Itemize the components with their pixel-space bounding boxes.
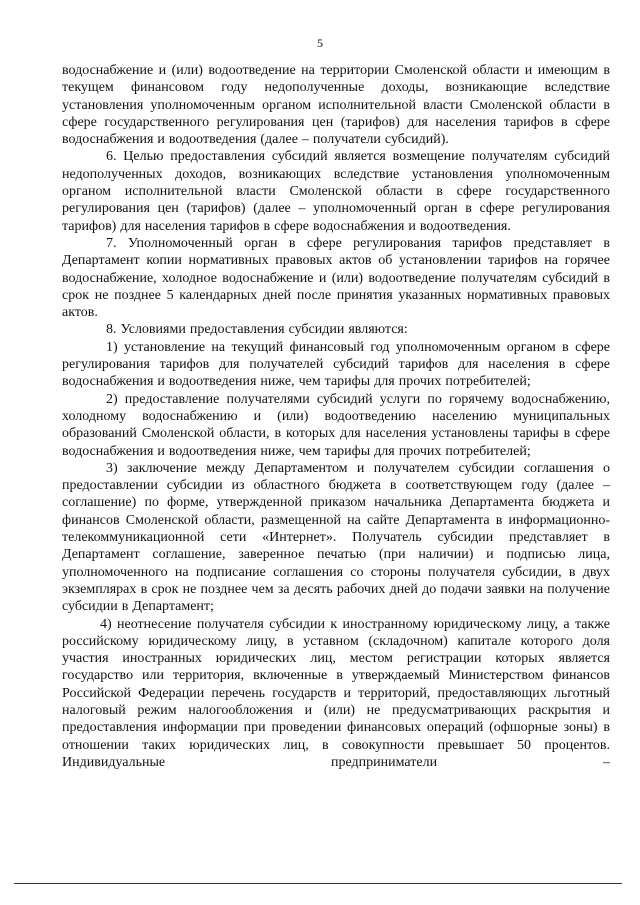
condition-3: 3) заключение между Департаментом и получателем субсидии соглашения о предоставлении субсидии из областного бюджета в соответствующем году (далее – соглашение) по форме, утвержденной приказом начальника Департамента бюджета и финансов Смоленской области, размещенной на сайте Департамента в информационно-телекоммуникационной сети «Интернет». Получатель субсидии представляет в Департамент соглашение, заверенное печатью (при наличии) и подписью лица, уполномоченного на подписание соглашения со стороны получателя субсидии, в двух экземплярах в срок не позднее чем за десять рабочих дней до подачи заявки на получение субсидии в Департамент; <box>62 460 610 615</box>
condition-1: 1) установление на текущий финансовый год уполномоченным органом в сфере регулирования тарифов для получателей субсидий тарифов для населения в сфере водоснабжения и водоотведения ниже, чем тарифы для прочих потребителей; <box>62 339 610 390</box>
paragraph-7: 7. Уполномоченный орган в сфере регулирования тарифов представляет в Департамент копии нормативных правовых актов об установлении тарифов на горячее водоснабжение, холодное водоснабжение и (или) водоотведение получателям субсидий в срок не позднее 5 календарных дней после принятия указанных нормативных правовых актов. <box>62 235 610 321</box>
bottom-divider <box>14 883 622 884</box>
document-body <box>62 62 610 771</box>
condition-4: 4) неотнесение получателя субсидии к иностранному юридическому лицу, а также российскому юридическому лицу, в уставном (складочном) капитале которого доля участия иностранных юридических лиц, местом регистрации которых является государство или территория, включенные в утверждаемый Министерством финансов Российской Федерации перечень государств и территорий, предоставляющих льготный налоговый режим налогообложения и (или) не предусматривающих раскрытия и предоставления информации при проведении финансовых операций (офшорные зоны) в отношении таких юридических лиц, в совокупности превышает 50 процентов. Индивидуальные предприниматели – <box>62 616 610 770</box>
paragraph-6: 6. Целью предоставления субсидий является возмещение получателям субсидий недополученных доходов, возникающих вследствие установления уполномоченным органом исполнительной власти Смоленской области в сфере государственного регулирования цен (тарифов) (далее – уполномоченный орган в сфере регулирования тарифов) для населения тарифов в сфере водоснабжения и водоотведения. <box>62 149 610 234</box>
condition-2: 2) предоставление получателями субсидий услуги по горячему водоснабжению, холодному водоснабжению и (или) водоотведению населению муниципальных образований Смоленской области, в которых для населения установлены тарифы в сфере водоснабжения и водоотведения ниже, чем тарифы для прочих потребителей; <box>62 391 610 459</box>
paragraph-continuation: водоснабжение и (или) водоотведение на территории Смоленской области и имеющим в текущем финансовом году недополученные доходы, возникающие вследствие установления уполномоченным органом исполнительной власти Смоленской области в сфере государственного регулирования цен (тарифов) для населения тарифов в сфере водоснабжения и водоотведения (далее – получатели субсидий). <box>62 63 610 148</box>
paragraph-8: 8. Условиями предоставления субсидии являются: <box>106 322 408 338</box>
page-number: 5 <box>317 36 323 50</box>
